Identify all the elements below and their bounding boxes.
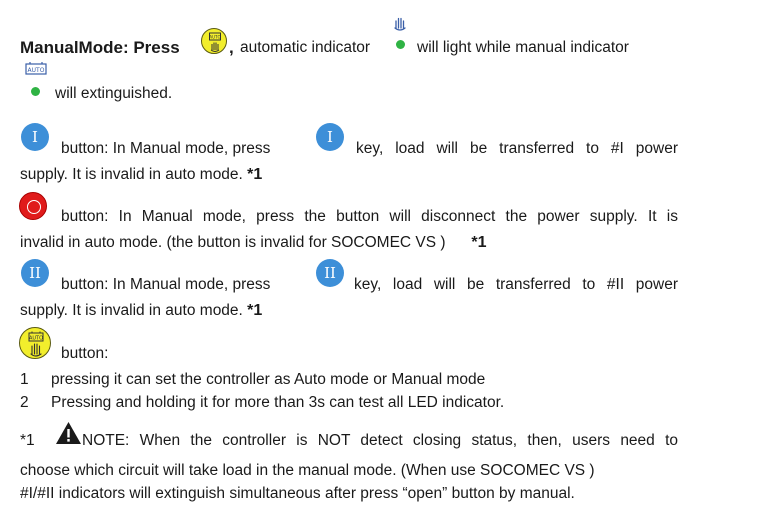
button-ii-desc-line2: supply. It is invalid in auto mode. *1 <box>20 302 263 319</box>
manual-indicator-led-icon <box>31 87 40 96</box>
button-i-desc-line2: supply. It is invalid in auto mode. *1 <box>20 166 263 183</box>
open-button-icon <box>19 192 47 220</box>
button-ii-icon: II <box>21 259 49 287</box>
open-button-desc-line1: button: In Manual mode, press the button will disconnect the power supply. It is <box>61 208 678 225</box>
button-i-desc-pre: button: In Manual mode, press <box>61 140 271 157</box>
auto-icon <box>25 62 47 76</box>
list-item-number: 1 <box>20 371 29 388</box>
automatic-indicator-text: automatic indicator <box>240 39 371 56</box>
button-ii-desc-pre: button: In Manual mode, press <box>61 276 271 293</box>
list-item-number: 2 <box>20 394 29 411</box>
button-i-icon: I <box>21 123 49 151</box>
button-ii-desc-post: key, load will be transferred to #II power <box>354 276 678 293</box>
button-ii-key-icon: II <box>316 259 344 287</box>
auto-icon-label: AUTO <box>27 67 45 74</box>
button-i-key-icon: I <box>316 123 344 151</box>
list-item-text: pressing it can set the controller as Auto mode or Manual mode <box>51 371 486 388</box>
open-button-desc-line2: invalid in auto mode. (the button is invalid for SOCOMEC VS ) *1 <box>20 234 487 251</box>
manual-extinguished-text: will extinguished. <box>55 85 173 102</box>
list-item <box>20 393 505 413</box>
automatic-indicator-led-icon <box>396 40 405 49</box>
mode-button-label: button: <box>61 345 109 362</box>
list-item <box>20 370 486 390</box>
mode-button-auto-label: AUTO <box>28 335 44 342</box>
button-i-desc-post: key, load will be transferred to #I power <box>356 140 678 157</box>
note-line1: NOTE: When the controller is NOT detect closing status, then, users need to <box>82 432 678 449</box>
note-line3: #I/#II indicators will extinguish simultaneous after press “open” button by manual. <box>20 485 575 502</box>
mode-button-icon <box>19 327 51 359</box>
note-mark: *1 <box>20 432 35 449</box>
manual-mode-line <box>20 38 180 59</box>
note-line2: choose which circuit will take load in the manual mode. (When use SOCOMEC VS ) <box>20 462 595 479</box>
auto-label: AUTO <box>209 34 221 40</box>
auto-manual-mode-button-icon <box>201 28 227 54</box>
manual-indicator-text: will light while manual indicator <box>417 39 629 56</box>
warning-icon <box>55 421 82 445</box>
manual-mode-heading: ManualMode: Press <box>20 38 180 57</box>
hand-icon <box>393 15 407 31</box>
list-item-text: Pressing and holding it for more than 3s can test all LED indicator. <box>51 394 505 411</box>
manual-mode-comma: , <box>229 38 234 57</box>
